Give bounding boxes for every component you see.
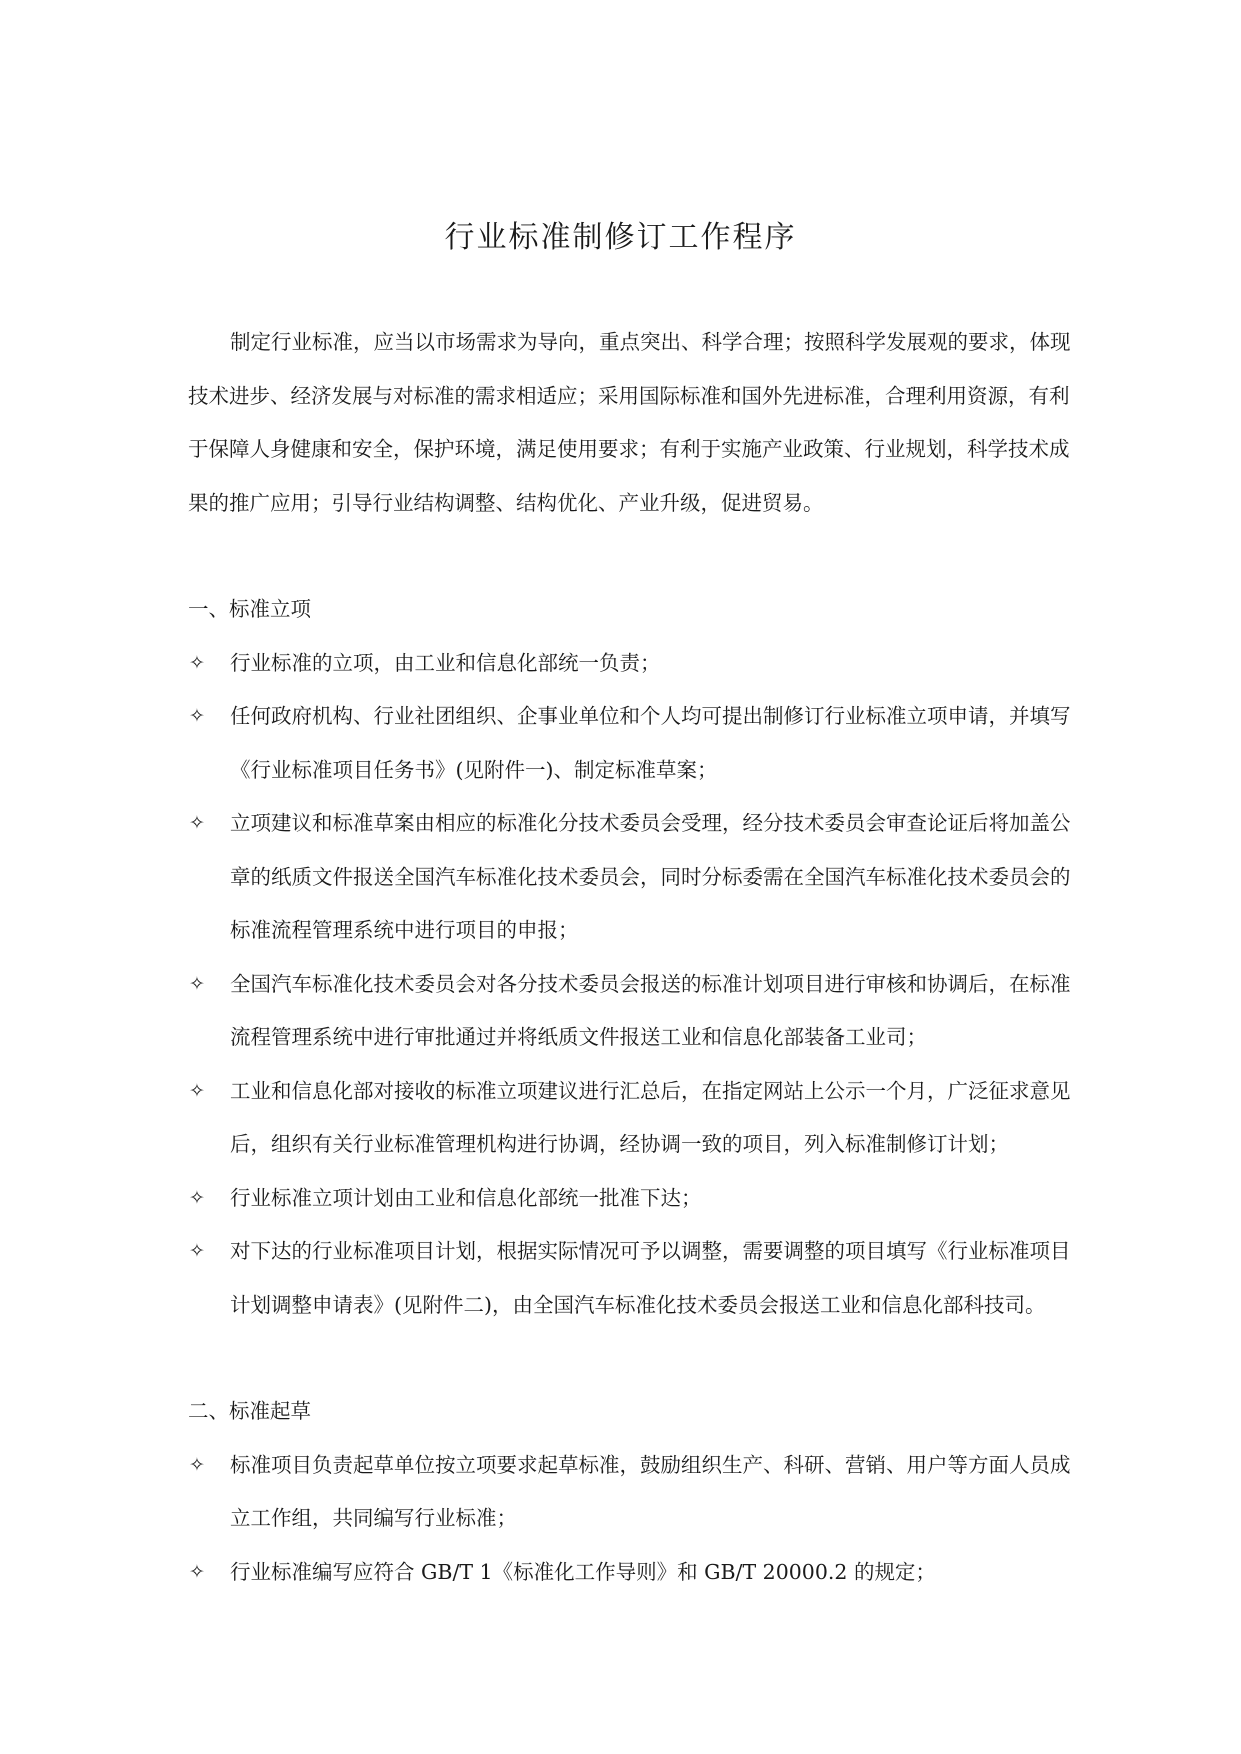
list-item xyxy=(188,1546,1088,1600)
section-project-approval xyxy=(188,583,1088,1332)
list-item xyxy=(188,958,1088,1065)
list-item xyxy=(188,1172,1088,1226)
list-item-text: 行业标准编写应符合 GB/T 1《标准化工作导则》和 GB/T 20000.2 的规定； xyxy=(230,1559,936,1584)
list-item xyxy=(188,1439,1088,1546)
section-heading: 二、标准起草 xyxy=(188,1399,311,1423)
list-item-text: 工业和信息化部对接收的标准立项建议进行汇总后，在指定网站上公示一个月，广泛征求意见后，组织有关行业标准管理机构进行协调，经协调一致的项目，列入标准制修订计划； xyxy=(230,1078,1071,1156)
list-item xyxy=(188,690,1088,797)
list-item-text: 行业标准的立项，由工业和信息化部统一负责； xyxy=(230,650,661,675)
section-drafting xyxy=(188,1385,1088,1599)
list-item-text: 行业标准立项计划由工业和信息化部统一批准下达； xyxy=(230,1185,702,1210)
diamond-bullet-icon: ✧ xyxy=(189,1560,205,1583)
diamond-bullet-icon: ✧ xyxy=(189,1240,205,1262)
list-item xyxy=(188,797,1088,958)
diamond-bullet-icon: ✧ xyxy=(189,705,205,727)
intro-paragraph: 制定行业标准，应当以市场需求为导向，重点突出、科学合理；按照科学发展观的要求，体现技术进步、经济发展与对标准的需求相适应；采用国际标准和国外先进标准，合理利用资源，有利于保障人身健康和安全，保护环境，满足使用要求；有利于实施产业政策、行业规划，科学技术成果的推广应用；引导行业结构调整、结构优化、产业升级，促进贸易。 xyxy=(188,330,1071,515)
section-heading: 一、标准立项 xyxy=(188,597,311,621)
list-item-text: 标准项目负责起草单位按立项要求起草标准，鼓励组织生产、科研、营销、用户等方面人员成立工作组，共同编写行业标准； xyxy=(230,1452,1071,1530)
list-item xyxy=(188,1065,1088,1172)
list-item-text: 任何政府机构、行业社团组织、企事业单位和个人均可提出制修订行业标准立项申请，并填写《行业标准项目任务书》(见附件一)、制定标准草案； xyxy=(230,704,1071,782)
document-body xyxy=(188,316,1088,1599)
diamond-bullet-icon: ✧ xyxy=(189,812,205,834)
diamond-bullet-icon: ✧ xyxy=(189,1079,205,1102)
diamond-bullet-icon: ✧ xyxy=(189,972,205,995)
document-title: 行业标准制修订工作程序 xyxy=(444,220,797,255)
list-item-text: 对下达的行业标准项目计划，根据实际情况可予以调整，需要调整的项目填写《行业标准项目计划调整申请表》(见附件二)，由全国汽车标准化技术委员会报送工业和信息化部科技司。 xyxy=(230,1239,1071,1317)
list-item-text: 立项建议和标准草案由相应的标准化分技术委员会受理，经分技术委员会审查论证后将加盖公章的纸质文件报送全国汽车标准化技术委员会，同时分标委需在全国汽车标准化技术委员会的标准流程管理系统中进行项目的申报； xyxy=(230,811,1071,942)
diamond-bullet-icon: ✧ xyxy=(189,651,205,674)
list-item-text: 全国汽车标准化技术委员会对各分技术委员会报送的标准计划项目进行审核和协调后，在标准流程管理系统中进行审批通过并将纸质文件报送工业和信息化部装备工业司； xyxy=(230,971,1071,1049)
diamond-bullet-icon: ✧ xyxy=(189,1186,205,1209)
list-item xyxy=(188,637,1088,691)
list-item xyxy=(188,1225,1088,1332)
diamond-bullet-icon: ✧ xyxy=(189,1453,205,1476)
